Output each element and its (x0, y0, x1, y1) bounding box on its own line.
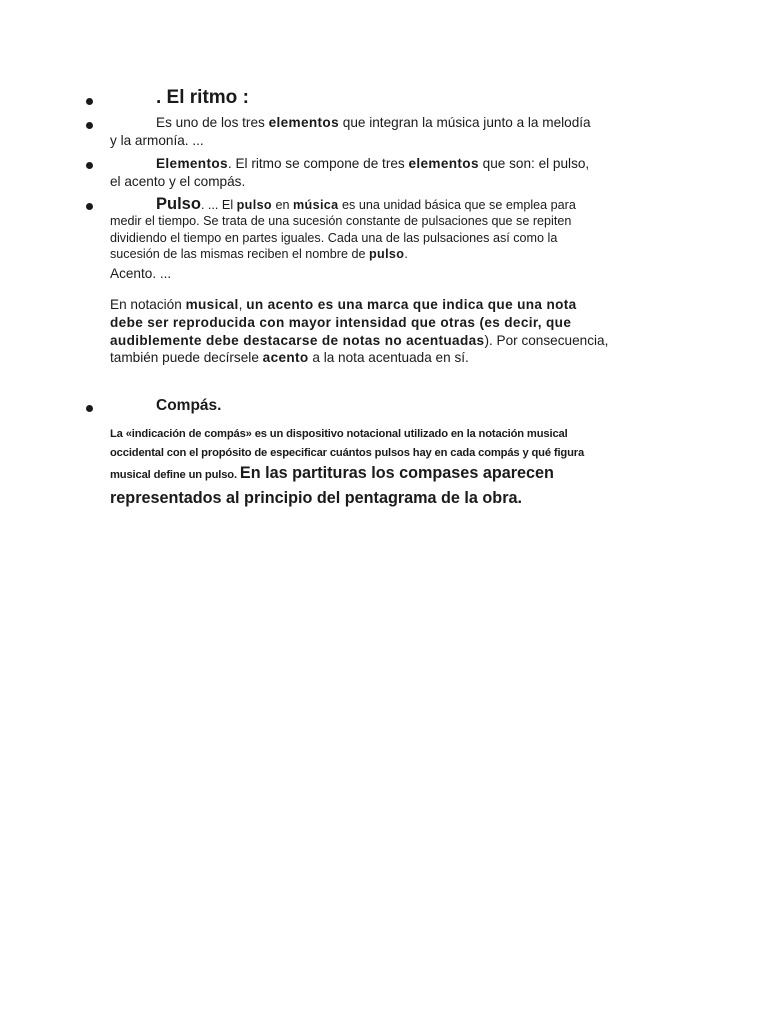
text-run-bold: pulso (236, 198, 272, 212)
text-run: . El ritmo se compone de tres (227, 156, 409, 171)
text-run-bold: pulso (369, 247, 405, 261)
text-run: musical define un pulso. (110, 469, 240, 481)
intro-line-1 (156, 115, 591, 130)
text-run: . (404, 247, 408, 261)
text-run: es una unidad básica que se emplea para (338, 198, 576, 212)
text-run-bold: elementos (408, 156, 479, 171)
bullet-icon (86, 405, 93, 412)
text-run: también puede decírsele (110, 350, 263, 365)
text-run: a la nota acentuada en sí. (308, 350, 469, 365)
text-run: , (238, 297, 247, 312)
text-run-bold: elementos (268, 115, 339, 130)
pulso-line-1 (156, 195, 576, 214)
text-run-bold: música (293, 198, 339, 212)
elementos-line-2: el acento y el compás. (110, 174, 246, 189)
bullet-icon (86, 122, 93, 129)
pulso-line-4 (110, 247, 408, 261)
text-run: ). Por consecuencia, (484, 333, 609, 348)
text-run: . ... El (200, 198, 237, 212)
bullet-icon (86, 162, 93, 169)
compas-line-3 (110, 464, 554, 483)
ritmo-heading: . El ritmo : (156, 87, 249, 108)
pulso-line-3: dividiendo el tiempo en partes iguales. Cada una de las pulsaciones así como la (110, 231, 558, 245)
text-run-bold: un acento es una marca que indica que una nota (246, 297, 577, 312)
notacion-line-3 (110, 333, 608, 348)
text-run: en (271, 198, 293, 212)
text-run: Es uno de los tres (156, 115, 269, 130)
acento-line: Acento. ... (110, 266, 172, 281)
compas-line-4: representados al principio del pentagrama de la obra. (110, 489, 522, 507)
intro-line-2: y la armonía. ... (110, 133, 204, 148)
text-run: que son: el pulso, (478, 156, 590, 171)
pulso-title: Pulso (156, 195, 201, 213)
text-run-bold: debe ser reproducida con mayor intensidad que otras (es decir, que (110, 315, 572, 330)
compas-line-2: occidental con el propósito de especificar cuántos pulsos hay en cada compás y qué figura (110, 447, 585, 459)
text-run-bold: musical (185, 297, 239, 312)
notacion-line-4 (110, 350, 469, 365)
text-run: que integran la música junto a la melodía (338, 115, 591, 130)
text-run-bold: Elementos (156, 156, 228, 171)
compas-line-1: La «indicación de compás» es un dispositivo notacional utilizado en la notación musical (110, 428, 568, 440)
pulso-line-2: medir el tiempo. Se trata de una sucesión constante de pulsaciones que se repiten (110, 214, 572, 228)
bullet-icon (86, 203, 93, 210)
notacion-line-2 (110, 315, 571, 330)
bullet-icon (86, 98, 93, 105)
elementos-line-1 (156, 156, 589, 171)
notacion-line-1 (110, 297, 577, 312)
text-run-bold: acento (262, 350, 309, 365)
text-run: sucesión de las mismas reciben el nombre de (110, 247, 369, 261)
compas-title: Compás. (156, 397, 222, 414)
text-run-large: En las partituras los compases aparecen (239, 464, 554, 482)
text-run-bold: audiblemente debe destacarse de notas no acentuadas (110, 333, 485, 348)
text-run: En notación (110, 297, 186, 312)
